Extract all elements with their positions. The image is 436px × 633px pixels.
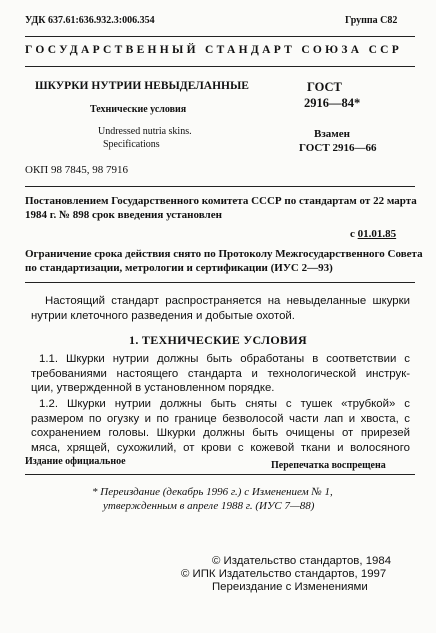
gost-label: ГОСТ bbox=[307, 80, 342, 94]
replaces-value: ГОСТ 2916—66 bbox=[299, 142, 377, 154]
clause-line: 1.2. Шкурки нутрии должны быть сняты с тушек «трубкой» с bbox=[39, 398, 410, 410]
decree-line2: 1984 г. № 898 срок введения установлен bbox=[25, 209, 222, 221]
decree-rule bbox=[25, 282, 415, 283]
decree-line1: Постановлением Государственного комитета СССР по стандартам от 22 марта bbox=[25, 195, 417, 207]
title-block-rule bbox=[25, 186, 415, 187]
official-edition: Издание официальное bbox=[25, 456, 126, 467]
clause-line: сохранением головы. Шкурки должны быть очищены от прирезей bbox=[31, 427, 410, 440]
intro-line: нутрии клеточного разведения и добытые охотой. bbox=[31, 309, 295, 322]
limitation-line2: по стандартизации, метрологии и сертификации (ИУС 2—93) bbox=[25, 262, 333, 274]
effective-date-value: 01.01.85 bbox=[357, 228, 397, 240]
clause-1-2 bbox=[31, 397, 410, 455]
clause-line: размером по огузку и по границе безволосой части лап и хвоста, с bbox=[31, 412, 410, 425]
clause-line: ции, утвержденной в установленном порядке. bbox=[31, 382, 275, 395]
reissue-with-changes: Переиздание с Изменениями bbox=[212, 581, 368, 593]
reprint-prohibited: Перепечатка воспрещена bbox=[271, 460, 386, 471]
document-subtitle: Технические условия bbox=[90, 104, 187, 115]
effective-date-prefix: с bbox=[350, 228, 355, 240]
okp-codes: ОКП 98 7845, 98 7916 bbox=[25, 164, 128, 176]
top-rule bbox=[25, 36, 415, 37]
group-code: Группа С82 bbox=[345, 15, 398, 26]
replaces-label: Взамен bbox=[314, 128, 350, 140]
english-title-line2: Specifications bbox=[103, 139, 160, 150]
reissue-note-line1: * Переиздание (декабрь 1996 г.) с Изменением № 1, bbox=[92, 486, 333, 498]
effective-date bbox=[350, 228, 396, 240]
intro-line: Настоящий стандарт распространяется на невыделанные шкурки bbox=[45, 295, 410, 307]
section-title: 1. ТЕХНИЧЕСКИЕ УСЛОВИЯ bbox=[129, 333, 307, 347]
clause-1-1 bbox=[31, 352, 410, 396]
footer-rule bbox=[25, 474, 415, 475]
clause-line: 1.1. Шкурки нутрии должны быть обработаны в соответствии с bbox=[39, 353, 410, 365]
clause-line: мяса, хрящей, сухожилий, от крови с кожевой ткани и волосяного bbox=[31, 441, 410, 454]
english-title-line1: Undressed nutria skins. bbox=[98, 126, 192, 137]
reissue-note-line2: утвержденным в апреле 1988 г. (ИУС 7—88) bbox=[103, 500, 315, 512]
document-title: ШКУРКИ НУТРИИ НЕВЫДЕЛАННЫЕ bbox=[35, 80, 249, 92]
copyright-1984: © Издательство стандартов, 1984 bbox=[212, 555, 392, 567]
heading-rule bbox=[25, 66, 415, 67]
clause-line: требованиями настоящего стандарта и технологической инструк- bbox=[31, 367, 410, 380]
gost-number: 2916—84* bbox=[304, 96, 361, 110]
udk-code: УДК 637.61:636.932.3:006.354 bbox=[25, 15, 155, 26]
intro-paragraph bbox=[31, 294, 410, 323]
state-standard-heading: ГОСУДАРСТВЕННЫЙ СТАНДАРТ СОЮЗА ССР bbox=[25, 44, 403, 56]
copyright-1997: © ИПК Издательство стандартов, 1997 bbox=[181, 568, 387, 580]
limitation-line1: Ограничение срока действия снято по Протоколу Межгосударственного Совета bbox=[25, 248, 423, 260]
